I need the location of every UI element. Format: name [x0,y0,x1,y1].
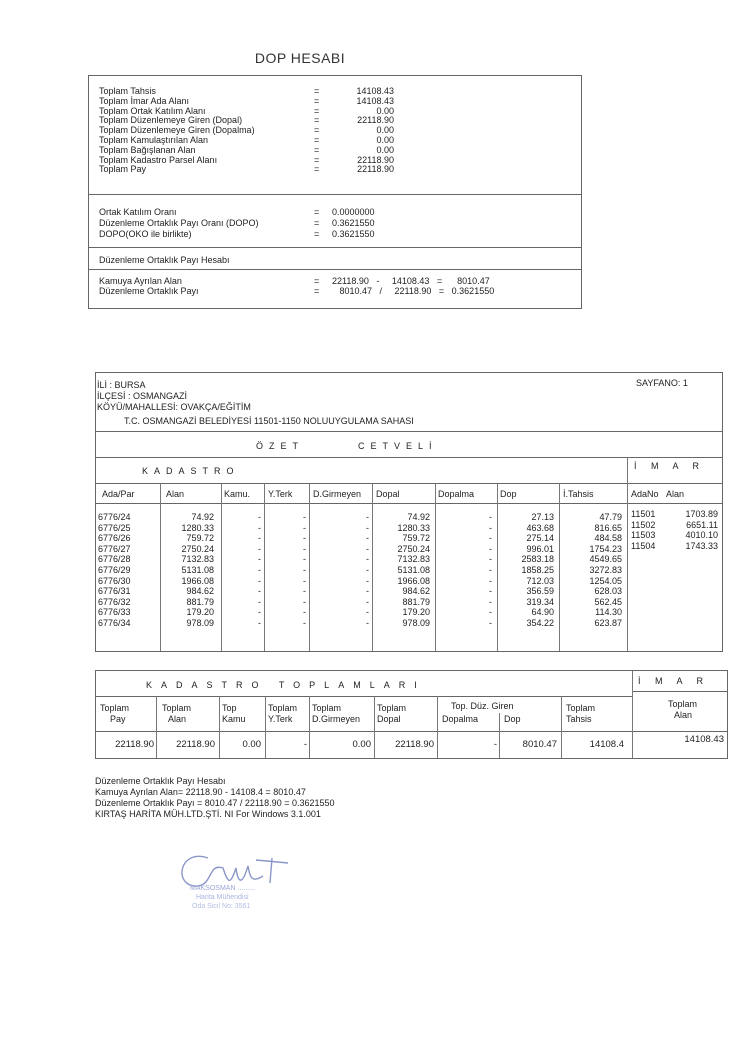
cell-adapar: 6776/30 [98,575,131,586]
column-imar-alan [662,509,718,551]
cell-adapar: 6776/32 [98,596,131,607]
cell-dopal: 74.92 [407,512,430,522]
ozet-cetveli-box [95,372,723,652]
column-dopal [372,512,430,629]
cell-kamu: - [258,564,261,575]
cell-kamu: - [258,533,261,544]
cell-tahsis: 623.87 [594,617,622,628]
cell-dopalma: - [489,607,492,618]
column-header: D.Girmeyen [313,489,362,499]
total-value-alan: 22118.90 [176,739,215,750]
total-value-kamu: 0.00 [242,739,261,750]
total-header-imaralan: Toplam [668,699,698,709]
total-header-dgir: D.Girmeyen [312,714,361,724]
column-header: Alan [666,489,685,499]
cell-yterk: - [303,607,306,618]
sayfa-no: SAYFANO: 1 [636,378,688,388]
cell-alan: 759.72 [186,533,214,544]
cell-adano: 11501 [631,509,656,519]
equals-sign: = [314,154,320,165]
cell-dopalma: - [489,522,492,533]
cetveli-word: CETVELİ [358,441,438,451]
cell-dopal: 978.09 [402,617,430,628]
total-value-dopalma: - [493,739,497,750]
total-header-dgir: Toplam [312,703,342,713]
cell-dop: 2583.18 [521,554,554,565]
column-dopalma [435,512,492,629]
cell-alan: 984.62 [186,586,214,597]
cell-tahsis: 4549.65 [589,554,622,565]
cell-alan: 179.20 [186,607,214,618]
column-header: AdaNo [631,489,659,499]
ratio-label: DOPO(OKO ile birlikte) [99,229,192,239]
summary-value: 22118.90 [357,164,394,175]
cell-dgir: - [366,512,369,522]
cell-dopalma: - [489,586,492,597]
equals-sign: = [314,164,320,175]
cell-adapar: 6776/28 [98,554,131,565]
cell-dopal: 984.62 [402,586,430,597]
cell-adapar: 6776/33 [98,607,131,618]
equals-sign: = [314,286,320,296]
cell-yterk: - [303,596,306,607]
summary-label: Toplam Düzenlemeye Giren (Dopalma) [99,125,255,136]
total-header-tahsis: Toplam [566,703,596,713]
cell-yterk: - [303,522,306,533]
cell-dopal: 179.20 [402,607,430,618]
total-value-tahsis: 14108.4 [589,739,624,750]
total-value-imaralan: 14108.43 [684,734,724,745]
total-value-yterk: - [303,739,307,750]
cell-adapar: 6776/29 [98,564,131,575]
footer-line-4: KIRTAŞ HARİTA MÜH.LTD.ŞTİ. NI For Windows 3.1.001 [95,809,321,819]
cell-dop: 996.01 [526,543,554,554]
column-adapar [98,512,158,629]
cell-imar-alan: 1743.33 [685,540,718,551]
cell-dgir: - [366,586,369,597]
cell-dopal: 2750.24 [397,543,430,554]
tc-line: T.C. OSMANGAZİ BELEDİYESİ 11501-1150 NOLUUYGULAMA SAHASI [124,416,414,426]
equals-sign: = [314,95,320,106]
cell-dgir: - [366,533,369,544]
cell-yterk: - [303,512,306,522]
summary-value: 0.00 [376,125,394,136]
calc-value: 22118.90 - 14108.43 = 8010.47 [332,276,490,286]
cell-tahsis: 47.79 [599,512,622,522]
cell-dopalma: - [489,512,492,522]
cell-imar-alan: 1703.89 [685,509,718,519]
cell-yterk: - [303,554,306,565]
summary-label: Toplam Düzenlemeye Giren (Dopal) [99,115,243,126]
total-value-dopal: 22118.90 [395,739,434,750]
column-header: İ.Tahsis [563,489,594,499]
dop-title: DOP HESABI [254,50,346,66]
cell-yterk: - [303,543,306,554]
column-dgir [309,512,369,629]
ilce-line: İLÇESİ : OSMANGAZİ [97,391,188,401]
cell-alan: 1966.08 [181,575,214,586]
cell-kamu: - [258,512,261,522]
cell-dop: 64.90 [531,607,554,618]
cell-dopal: 759.72 [402,533,430,544]
cell-dgir: - [366,554,369,565]
cell-dop: 463.68 [526,522,554,533]
summary-value: 22118.90 [357,154,394,165]
svg-text:Harita Mühendisi: Harita Mühendisi [196,894,249,901]
ozet-word: ÖZET [256,441,304,451]
cell-imar-alan: 4010.10 [685,530,718,541]
total-header-dopalma: Dopalma [442,714,479,724]
cell-adapar: 6776/31 [98,586,131,597]
column-dop [497,512,554,629]
cell-alan: 5131.08 [181,564,214,575]
cell-adapar: 6776/27 [98,543,131,554]
divider [89,247,581,248]
cell-kamu: - [258,575,261,586]
total-header-yterk: Toplam [268,703,298,713]
total-header-dop: Dop [504,714,521,724]
il-line: İLİ : BURSA [97,380,146,390]
divider [89,194,581,195]
equals-sign: = [314,229,320,239]
total-value-pay: 22118.90 [115,739,154,750]
cell-adapar: 6776/24 [98,512,131,522]
cell-dopal: 5131.08 [397,564,430,575]
svg-text:Oda Sicil No: 3561: Oda Sicil No: 3561 [192,903,251,910]
svg-text:MAKSOSMAN .........: MAKSOSMAN ......... [190,885,255,892]
summary-label: Toplam Bağışlanan Alan [99,144,196,155]
cell-dop: 1858.25 [521,564,554,575]
cell-dgir: - [366,575,369,586]
total-header-alan: Toplam [162,703,192,713]
summary-value: 22118.90 [357,115,394,126]
equals-sign: = [314,86,320,96]
ratio-label: Ortak Katılım Oranı [99,207,177,217]
summary-label: Toplam İmar Ada Alanı [99,95,190,106]
total-header-topduz: Top. Düz. Giren [451,701,514,711]
equals-sign: = [314,218,320,228]
column-alan [160,512,214,629]
cell-dop: 354.22 [526,617,554,628]
cell-tahsis: 562.45 [594,596,622,607]
cell-dopalma: - [489,564,492,575]
cell-dgir: - [366,596,369,607]
cell-yterk: - [303,564,306,575]
total-header-dopal: Toplam [377,703,407,713]
column-header: Dop [500,489,517,499]
cell-adano: 11503 [631,530,656,541]
cell-tahsis: 114.30 [595,607,622,618]
koy-line: KÖYÜ/MAHALLESİ: OVAKÇA/EĞİTİM [97,402,251,412]
total-header-tahsis: Tahsis [566,714,592,724]
cell-alan: 7132.83 [181,554,214,565]
column-kamu [221,512,261,629]
ratio-value: 0.3621550 [332,218,375,228]
totals-box [95,670,728,759]
cell-dopalma: - [489,575,492,586]
footer-line-2: Kamuya Ayrılan Alan= 22118.90 - 14108.4 = 8010.47 [95,787,306,797]
cell-dopal: 881.79 [402,596,430,607]
summary-label: Toplam Kamulaştırılan Alan [99,135,209,145]
cell-dop: 356.59 [526,586,554,597]
equals-sign: = [314,105,320,116]
cell-kamu: - [258,596,261,607]
total-header-yterk: Y.Terk [268,714,293,724]
column-tahsis [559,512,622,629]
cell-alan: 74.92 [191,512,214,522]
cell-kamu: - [258,522,261,533]
ratio-label: Düzenleme Ortaklık Payı Oranı (DOPO) [99,218,259,228]
cell-adapar: 6776/34 [98,617,131,628]
calc-label: Düzenleme Ortaklık Payı [99,286,199,296]
cell-dop: 712.03 [526,575,554,586]
footer-line-1: Düzenleme Ortaklık Payı Hesabı [95,776,226,786]
column-yterk [264,512,306,629]
total-header-pay: Toplam [100,703,130,713]
cell-dopalma: - [489,617,492,628]
summary-value: 0.00 [376,144,394,155]
cell-dgir: - [366,522,369,533]
summary-label: Toplam Tahsis [99,86,156,96]
section-label: Düzenleme Ortaklık Payı Hesabı [99,255,230,265]
cell-dop: 275.14 [526,533,554,544]
summary-value: 14108.43 [356,95,394,106]
summary-value: 0.00 [376,135,394,145]
equals-sign: = [314,115,320,126]
equals-sign: = [314,125,320,136]
cell-adano: 11502 [631,519,656,530]
column-header: Kamu. [224,489,251,499]
cell-adapar: 6776/25 [98,522,131,533]
cell-alan: 978.09 [186,617,214,628]
cell-kamu: - [258,554,261,565]
equals-sign: = [314,135,320,145]
total-header-kamu: Top [222,703,237,713]
cell-kamu: - [258,607,261,618]
cell-adano: 11504 [631,540,656,551]
column-header: Dopal [376,489,400,499]
divider [89,269,581,270]
equals-sign: = [314,144,320,155]
ratio-value: 0.3621550 [332,229,375,239]
cell-tahsis: 816.65 [594,522,622,533]
total-header-kamu: Kamu [222,714,246,724]
cell-yterk: - [303,575,306,586]
cell-tahsis: 1254.05 [589,575,622,586]
imar-totals-title: İ M A R [638,676,710,686]
cell-dgir: - [366,607,369,618]
column-header: Dopalma [438,489,475,499]
kadastro-toplamlari-title: KADASTRO TOPLAMLARI [146,680,426,690]
cell-dop: 27.13 [531,512,554,522]
imar-label: İ M A R [634,461,706,471]
column-header: Y.Terk [268,489,293,499]
cell-yterk: - [303,617,306,628]
cell-alan: 2750.24 [181,543,214,554]
cell-dopalma: - [489,533,492,544]
total-header-pay: Pay [110,714,126,724]
column-adano [631,509,661,551]
cell-dopalma: - [489,596,492,607]
equals-sign: = [314,207,320,217]
cell-dopal: 7132.83 [397,554,430,565]
cell-imar-alan: 6651.11 [686,519,718,530]
cell-alan: 1280.33 [181,522,214,533]
summary-value: 0.00 [376,105,394,116]
cell-yterk: - [303,533,306,544]
cell-alan: 881.79 [186,596,214,607]
cell-dopal: 1966.08 [397,575,430,586]
summary-value: 14108.43 [356,86,394,96]
cell-dgir: - [366,564,369,575]
cell-yterk: - [303,586,306,597]
total-header-imaralan: Alan [674,710,693,720]
dop-summary-box [88,75,582,309]
summary-label: Toplam Ortak Katılım Alanı [99,105,206,116]
cell-tahsis: 3272.83 [589,564,622,575]
cell-tahsis: 484.58 [594,533,622,544]
cell-dop: 319.34 [526,596,554,607]
cell-dopalma: - [489,543,492,554]
cell-dgir: - [366,617,369,628]
cell-dopalma: - [489,554,492,565]
cell-adapar: 6776/26 [98,533,131,544]
total-header-alan: Alan [168,714,187,724]
equals-sign: = [314,276,320,286]
summary-label: Toplam Pay [99,164,147,175]
summary-label: Toplam Kadastro Parsel Alanı [99,154,218,165]
cell-dopal: 1280.33 [397,522,430,533]
total-value-dgir: 0.00 [352,739,371,750]
calc-value: 8010.47 / 22118.90 = 0.3621550 [332,286,495,296]
signature-stamp [168,838,308,918]
cell-tahsis: 628.03 [594,586,622,597]
cell-kamu: - [258,617,261,628]
ratio-value: 0.0000000 [332,207,375,217]
cell-dgir: - [366,543,369,554]
total-value-dop: 8010.47 [522,739,557,750]
total-header-dopal: Dopal [377,714,401,724]
kadastro-label: KADASTRO [142,466,240,476]
cell-kamu: - [258,543,261,554]
cell-tahsis: 1754.23 [589,543,622,554]
cell-kamu: - [258,586,261,597]
calc-label: Kamuya Ayrılan Alan [99,276,182,286]
column-header: Ada/Par [102,489,135,499]
column-header: Alan [166,489,185,499]
footer-line-3: Düzenleme Ortaklık Payı = 8010.47 / 22118.90 = 0.3621550 [95,798,335,808]
